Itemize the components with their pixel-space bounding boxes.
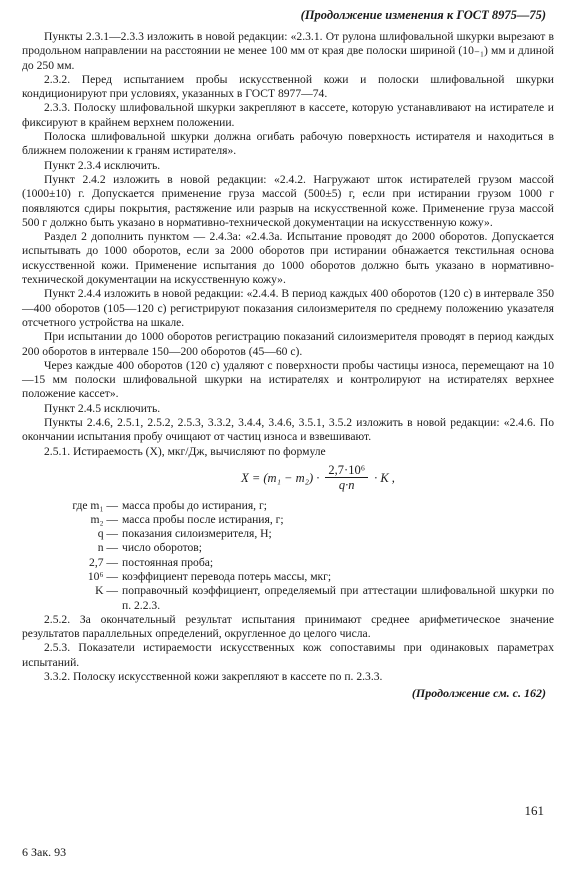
definition-symbol: q — <box>97 527 118 541</box>
definition-symbol: K — <box>95 584 118 598</box>
definition-text: постоянная проба; <box>122 555 214 569</box>
definition-text: масса пробы до истирания, г; <box>122 498 267 512</box>
paragraph: Пункт 2.4.4 изложить в новой редакции: «2.4.4. В период каждых 400 оборотов (120 с) в интервале 350—400 оборотов (105—120 с) регистрируют показания силоизмерителя по среднему положению указателя отсчетного устройства на шкале. <box>22 287 554 329</box>
definitions-list <box>22 499 554 613</box>
definition-symbol: m₂ — <box>90 512 118 526</box>
paragraph: 2.3.3. Полоску шлифовальной шкурки закрепляют в кассете, которую устанавливают на истирателе и фиксируют в крайнем верхнем положении. <box>22 101 554 129</box>
paragraph: Через каждые 400 оборотов (120 с) удаляют с поверхности пробы частицы износа, перемещают на 10—15 мм полоски шлифовальной шкурки на истирателях и контролируют на истирателях верхнее положение кассет». <box>22 358 554 401</box>
formula <box>82 463 554 493</box>
definition-text: показания силоизмерителя, Н; <box>122 527 272 541</box>
definition-symbol: 10⁶ — <box>87 569 118 583</box>
definition-text: поправочный коэффициент, определяемый при аттестации шлифовальной шкурки по п. 2.2.3. <box>122 584 554 612</box>
formula-rhs: · K , <box>374 470 395 485</box>
paragraph: 2.3.2. Перед испытанием пробы искусственной кожи и полоски шлифовальной шкурки кондиционируют при условиях, указанных в ГОСТ 8977—74. <box>22 72 554 101</box>
formula-fraction <box>325 463 368 493</box>
definition-row <box>22 499 554 513</box>
formula-numerator: 2,7·10⁶ <box>325 463 368 478</box>
paragraph: 2.5.1. Истираемость (X), мкг/Дж, вычисляют по формуле <box>44 444 326 458</box>
paragraph: Пункты 2.4.6, 2.5.1, 2.5.2, 2.5.3, 3.3.2, 3.4.4, 3.4.6, 3.5.1, 3.5.2 изложить в новой редакции: «2.4.6. По окончании испытания пробу очищают от частиц износа и взвешивают. <box>22 416 554 444</box>
definition-row <box>22 541 554 555</box>
formula-denominator: q·n <box>338 478 355 493</box>
page-number: 161 <box>524 803 544 818</box>
definition-row <box>22 513 554 527</box>
definition-row <box>22 570 554 584</box>
definition-text: коэффициент перевода потерь массы, мкг; <box>122 569 332 583</box>
definition-text: число оборотов; <box>122 541 203 555</box>
continuation-note: (Продолжение см. с. 162) <box>411 686 546 701</box>
paragraph: Пункт 2.4.2 изложить в новой редакции: «2.4.2. Нагружают шток истирателей грузом массой (1000±10) г. Допускается применение груза массой (500±5) г, если при истирании грузом 1000 г появляются сдиры покрытия, растяжение или разрыв на искусственной коже. Применение груза массой 500 г должно быть указано в нормативно-технической документации на искусственную кожу». <box>22 172 554 229</box>
document-body <box>22 30 554 701</box>
paragraph: При испытании до 1000 оборотов регистрацию показаний силоизмерителя проводят в период каждых 200 оборотов в интервале 150—200 оборотов (45—60 с). <box>22 330 554 358</box>
definition-symbol: где m₁ — <box>72 498 118 512</box>
paragraph: 2.5.2. За окончательный результат испытания принимают среднее арифметическое значение результатов параллельных определений, округленное до целого числа. <box>22 612 554 641</box>
paragraph: 3.3.2. Полоску искусственной кожи закрепляют в кассете по п. 2.3.3. <box>44 670 383 684</box>
definition-symbol: n — <box>97 541 118 555</box>
paragraph: Полоска шлифовальной шкурки должна огибать рабочую поверхность истирателя и находиться в ближнем положении к граням истирателя». <box>22 130 554 158</box>
paragraph: Пункт 2.4.5 исключить. <box>44 401 161 415</box>
definition-text: масса пробы после истирания, г; <box>122 512 284 526</box>
definition-row <box>22 527 554 541</box>
definition-symbol: 2,7 — <box>89 555 118 569</box>
definition-row <box>22 556 554 570</box>
paragraph: 2.5.3. Показатели истираемости искусственных кож сопоставимы при одинаковых параметрах испытаний. <box>22 641 554 669</box>
paragraph: Пункт 2.3.4 исключить. <box>44 158 161 172</box>
definition-row <box>22 584 554 613</box>
formula-lhs: X = (m₁ − m₂) · <box>241 470 320 485</box>
paragraph: Раздел 2 дополнить пунктом — 2.4.3а: «2.4.3а. Испытание проводят до 2000 оборотов. Допускается испытывать до 1000 оборотов, если за 2000 оборотов при истирании обнажается текстильная основа искусственной кожи. Применение испытания до 1000 оборотов должно быть указано в нормативно-технической документации на искусственную кожу». <box>22 230 554 287</box>
page-header: (Продолжение изменения к ГОСТ 8975—75) <box>300 8 546 22</box>
paragraph: Пункты 2.3.1—2.3.3 изложить в новой редакции: «2.3.1. От рулона шлифовальной шкурки вырезают в продольном направлении на расстоянии не менее 100 мм от края две полоски шириной (10₋₁) мм и длиной до 250 мм. <box>22 30 554 72</box>
print-order-footer: 6 Зак. 93 <box>22 845 67 859</box>
